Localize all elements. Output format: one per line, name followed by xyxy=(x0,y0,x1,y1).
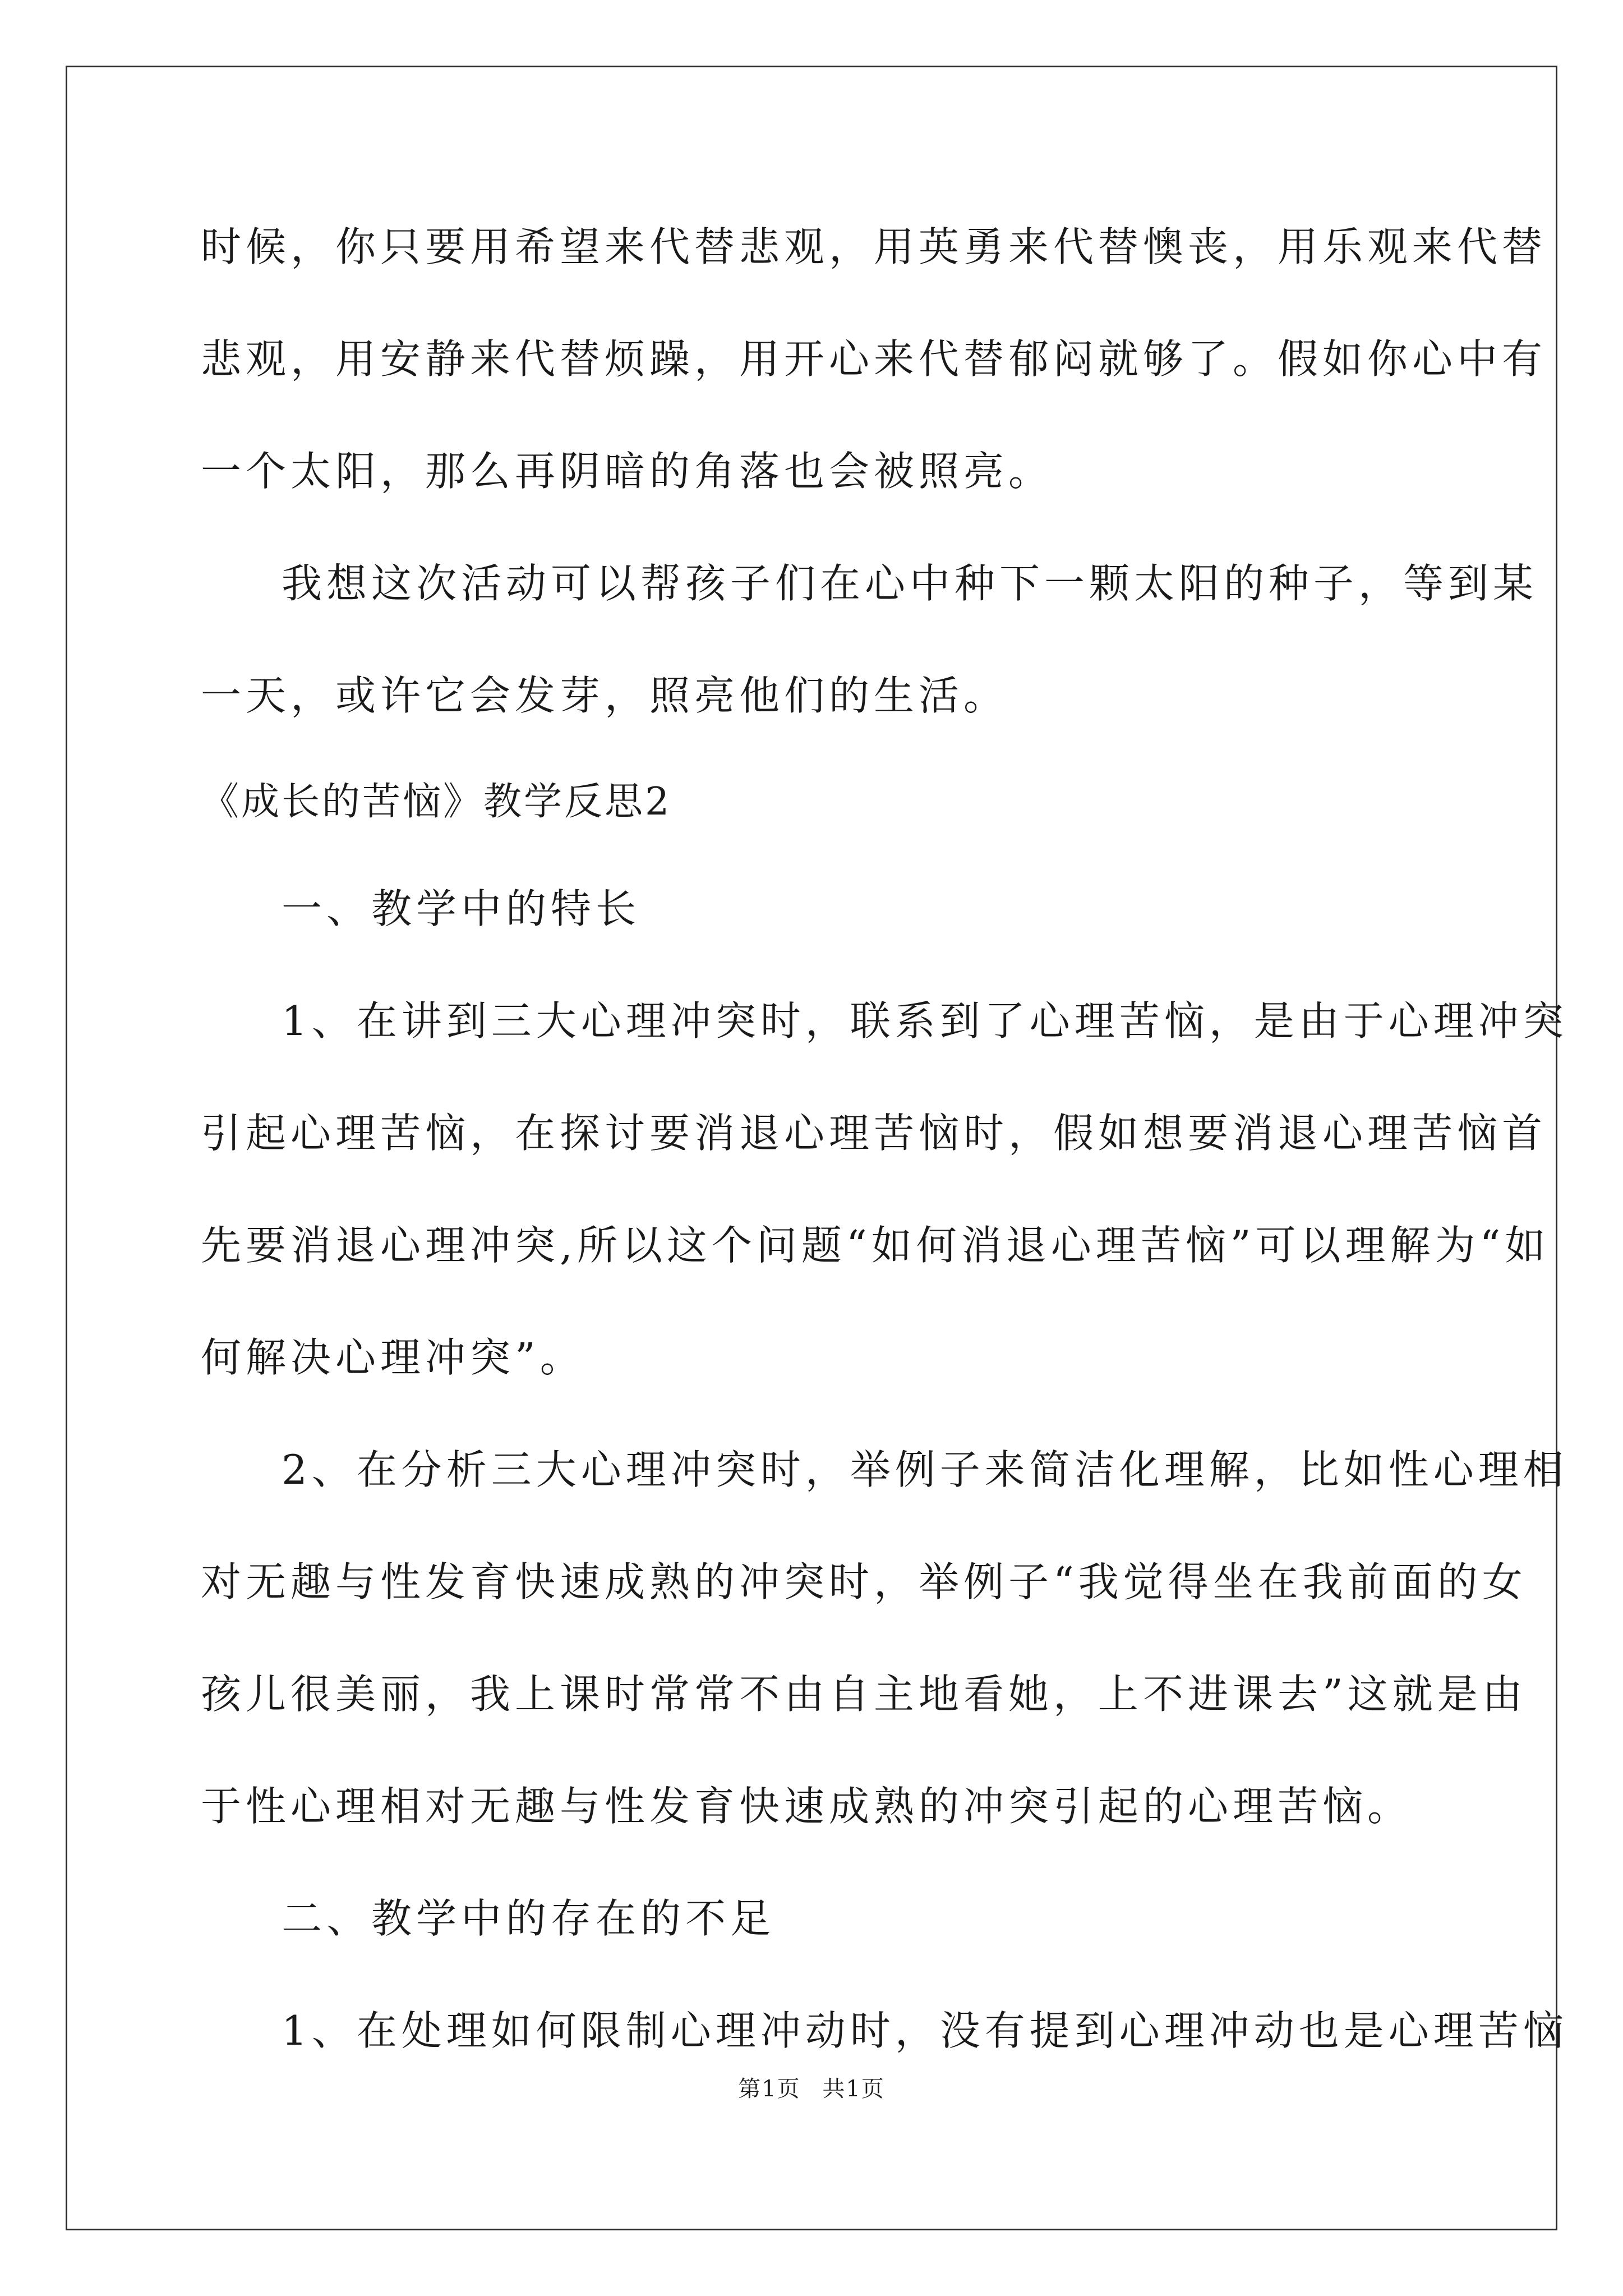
text-line: 于性心理相对无趣与性发育快速成熟的冲突引起的心理苦恼。 xyxy=(201,1783,1413,1830)
page-total: 共1页 xyxy=(822,2076,885,2102)
text-line: 我想这次活动可以帮孩子们在心中种下一颗太阳的种子，等到某 xyxy=(282,560,1538,607)
text-line: 一天，或许它会发芽，照亮他们的生活。 xyxy=(201,672,1009,719)
section-heading: 一、教学中的特长 xyxy=(282,885,641,932)
text-line: 孩儿很美丽，我上课时常常不由自主地看她，上不进课去”这就是由 xyxy=(201,1671,1527,1718)
text-line: 一个太阳，那么再阴暗的角落也会被照亮。 xyxy=(201,448,1054,495)
text-line: 何解决心理冲突”。 xyxy=(201,1334,585,1381)
section-heading: 二、教学中的存在的不足 xyxy=(282,1895,776,1942)
text-line: 悲观，用安静来代替烦躁，用开心来代替郁闷就够了。假如你心中有 xyxy=(201,335,1547,383)
text-line: 先要消退心理冲突,所以这个问题“如何消退心理苦恼”可以理解为“如 xyxy=(201,1222,1550,1269)
text-line: 引起心理苦恼，在探讨要消退心理苦恼时，假如想要消退心理苦恼首 xyxy=(201,1110,1547,1157)
text-line: 2、在分析三大心理冲突时，举例子来简洁化理解，比如性心理相 xyxy=(282,1446,1568,1493)
text-line: 时候，你只要用希望来代替悲观，用英勇来代替懊丧，用乐观来代替 xyxy=(201,223,1547,270)
section-title: 《成长的苦恼》教学反思2 xyxy=(201,780,672,824)
text-line: 对无趣与性发育快速成熟的冲突时，举例子“我觉得坐在我前面的女 xyxy=(201,1558,1527,1605)
text-line: 1、在讲到三大心理冲突时，联系到了心理苦恼，是由于心理冲突 xyxy=(282,997,1568,1045)
text-line: 1、在处理如何限制心理冲动时，没有提到心理冲动也是心理苦恼 xyxy=(282,2007,1568,2054)
page-footer xyxy=(0,2072,1623,2106)
page-number: 第1页 xyxy=(738,2076,801,2102)
